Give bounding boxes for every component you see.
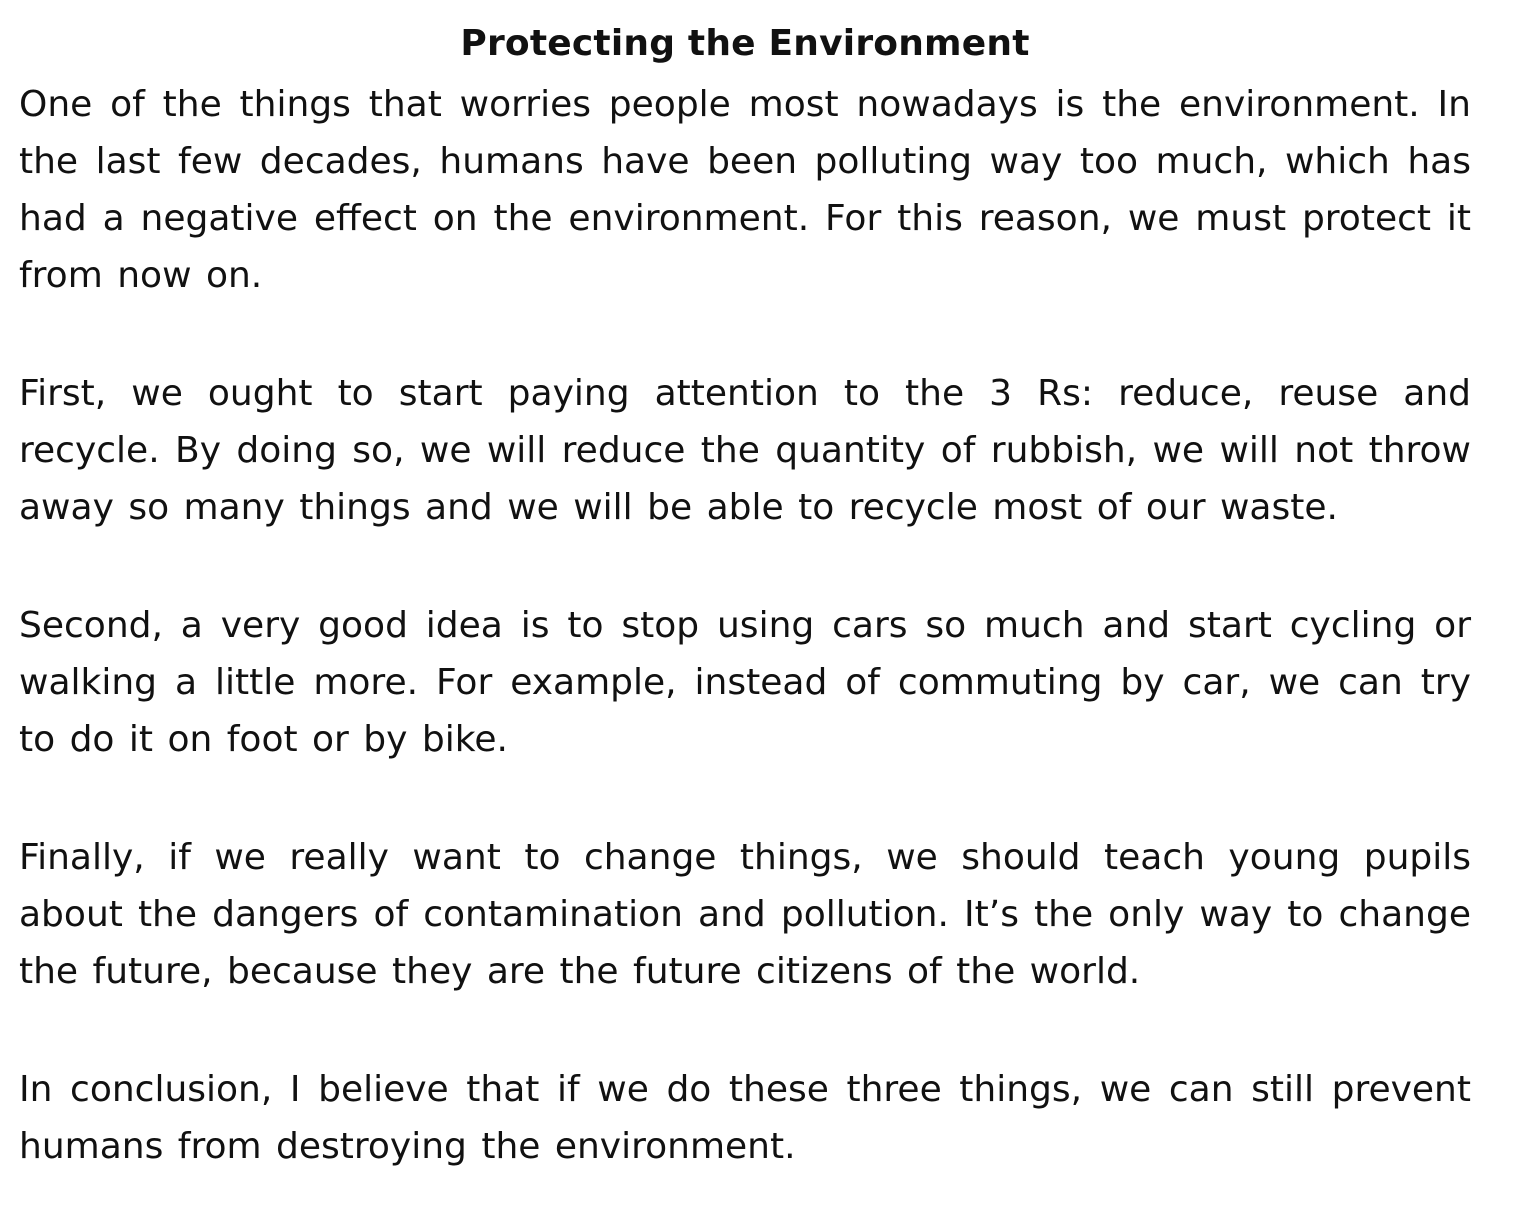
paragraph-first-point: First, we ought to start paying attention to the 3 Rs: reduce, reuse and recycle. By doing so, we will reduce the quantity of rubbish, we will not throw away so many things and we will be able to recycle most of our waste. [19,373,1471,528]
document-page [19,18,1471,1175]
paragraph-conclusion: In conclusion, I believe that if we do these three things, we can still prevent humans from destroying the environment. [19,1069,1471,1167]
paragraph-introduction: One of the things that worries people most nowadays is the environment. In the last few decades, humans have been polluting way too much, which has had a negative effect on the environment. For this reason, we must protect it from now on. [19,84,1471,296]
paragraph-final-point: Finally, if we really want to change things, we should teach young pupils about the dangers of contamination and pollution. It’s the only way to change the future, because they are the future citizens of the world. [19,837,1471,992]
document-title: Protecting the Environment [460,23,1030,64]
paragraph-second-point: Second, a very good idea is to stop using cars so much and start cycling or walking a little more. For example, instead of commuting by car, we can try to do it on foot or by bike. [19,605,1471,760]
